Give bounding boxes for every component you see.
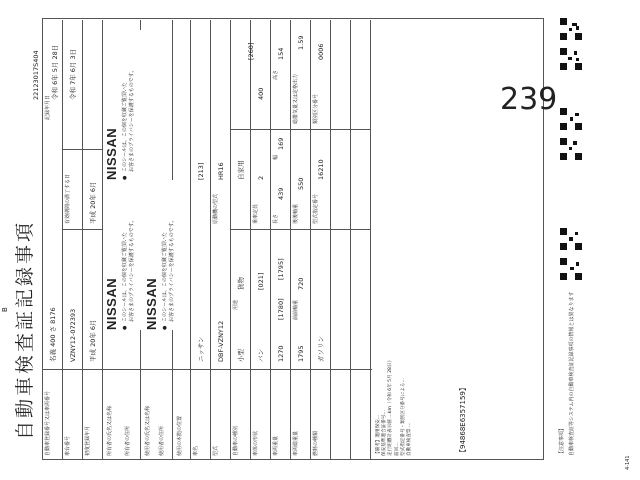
owner-label: 所有者の氏名又は名称 [107, 405, 113, 456]
handwritten-number: 239 [500, 82, 558, 117]
sticker-msg-line-2: お客さまのプライバシーを保護するものです。 [168, 217, 175, 322]
caution-text: 自動車検査証等システム内の自動車検査証記録事項の情報とは異なります [569, 291, 575, 456]
width-value: 169 [277, 137, 285, 150]
engine-label: 原動機の型式 [213, 193, 219, 224]
qr-code-icon [560, 48, 582, 70]
privacy-sticker-1 [104, 180, 148, 330]
notes-line: 【備考】適用保安… [376, 414, 381, 456]
owner-address-label: 所有者の住所 [125, 425, 131, 456]
chassis-value: VZNY12-072393 [69, 308, 77, 362]
height-label: 高さ [273, 69, 279, 80]
model-value: DBF-VZNY12 [217, 320, 225, 362]
rear-value: 550 [297, 177, 305, 190]
qr-code-icon [560, 18, 582, 40]
type-no-value: 16210 [317, 159, 325, 180]
model-label: 型式 [213, 445, 219, 456]
type-value: 小型 [237, 349, 245, 362]
record-date: 令和 6年 5月 28日 [51, 44, 59, 100]
displacement-label: 総排気量又は定格出力 [293, 73, 299, 124]
length-label: 長さ [273, 213, 279, 224]
front-label: 前前軸重 [293, 299, 299, 320]
qr-code-icon [560, 138, 582, 160]
type-label: 自動車の種別 [233, 425, 239, 456]
type-no-label: 型式指定番号 [313, 193, 319, 224]
class-no-value: 0006 [317, 43, 325, 60]
rear-label: 後後軸重 [293, 203, 299, 224]
use-value: 貨物 [237, 277, 245, 290]
max-load-value: 400 [257, 87, 265, 100]
maker-value: ニッサン [197, 336, 205, 362]
notes-line: 保安基準適合証番号… [382, 410, 388, 456]
first-reg-value-2: 平成 20年 6月 [89, 181, 97, 224]
base-label: 使用の本拠の位置 [177, 415, 183, 456]
notes-line: 自動車検査票 … [406, 422, 412, 456]
user-label: 使用者の氏名又は名称 [145, 405, 151, 456]
record-date-label: 記録年月日 [45, 94, 51, 120]
body-value: バン [257, 349, 265, 362]
page-mark: 4-141 [625, 455, 631, 470]
weight-value: 1270 [277, 345, 285, 362]
gross-label: 車両総重量 [293, 430, 299, 456]
first-reg-value: 平成 20年 6月 [89, 319, 97, 362]
reg-label: 自動車登録番号又は車両番号 [45, 390, 51, 456]
expiry-label: 有効期間の満了する日 [65, 173, 71, 224]
use-label: 用途 [233, 299, 239, 310]
fuel-label: 燃料の種類 [313, 430, 319, 456]
gross-value: 1795 [297, 345, 305, 362]
serial-number: 22123017S404 [32, 50, 40, 100]
qr-code-icon [560, 108, 582, 130]
engine-value: HR16 [217, 162, 225, 180]
caution-label: 【注意事項】 [559, 425, 565, 456]
front-value: 720 [297, 277, 305, 290]
sticker-msg-line-2: お客さまのプライバシーを保護するものです。 [128, 217, 135, 322]
qr-code-icon [560, 258, 582, 280]
class-no-label: 類別区分番号 [313, 93, 319, 124]
height-value: 154 [277, 47, 285, 60]
sticker-msg-line-2: お客さまのプライバシーを保護するものです。 [128, 67, 135, 172]
length-value: 439 [277, 187, 285, 200]
qr-code-icon [560, 228, 582, 250]
sticker-msg-line-1: このシールは、この個を収蔵ご覧頂いた [122, 232, 128, 322]
displacement-value: 1.59 [297, 35, 305, 50]
notes-line: 走行距離計表示値 …km（令和 6年 5月 28日） [388, 357, 394, 456]
maker-label: 車名 [193, 445, 199, 456]
user-address-label: 使用者の住所 [159, 425, 165, 456]
nissan-logo: NISSAN [104, 127, 119, 180]
width-label: 幅 [273, 154, 279, 160]
privacy-sticker-3 [104, 30, 148, 180]
weight-value-3: [1795] [277, 258, 285, 280]
capacity-value: 2 [257, 175, 265, 180]
private-value: 自家用 [237, 160, 245, 180]
chassis-label: 車台番号 [65, 435, 71, 456]
first-reg-label: 初度登録年月 [85, 425, 91, 456]
privacy-sticker-2 [144, 180, 188, 330]
weight-label: 車両重量 [273, 435, 279, 456]
fuel-value: ガソリン [317, 336, 325, 362]
max-load-extra: [260] [247, 42, 255, 60]
notes-line: 前回… [394, 442, 400, 456]
sticker-msg-line-1: このシールは、この個を収蔵ご覧頂いた [162, 232, 168, 322]
nissan-logo: NISSAN [104, 277, 119, 330]
reg-value: 名義 400 さ 8176 [49, 307, 57, 362]
body-code: [021] [257, 272, 265, 290]
notes-line: 型式指定番号・類別区分番号による… [400, 377, 406, 456]
bottom-code: 【94868E6357159】 [459, 384, 467, 456]
document-title: 自動車検査証記録事項 [14, 219, 36, 440]
capacity-label: 乗車定員 [253, 203, 259, 224]
nissan-logo: NISSAN [144, 277, 159, 330]
maker-code: [213] [197, 162, 205, 180]
body-label: 車体の形状 [253, 430, 259, 456]
grade-mark: B [1, 307, 9, 312]
expiry-value: 令和 7年 6月 3日 [69, 48, 77, 100]
notes-block [376, 26, 413, 456]
sticker-msg-line-1: このシールは、この個を収蔵ご覧頂いた [122, 82, 128, 172]
weight-value-2: [1780] [277, 298, 285, 320]
